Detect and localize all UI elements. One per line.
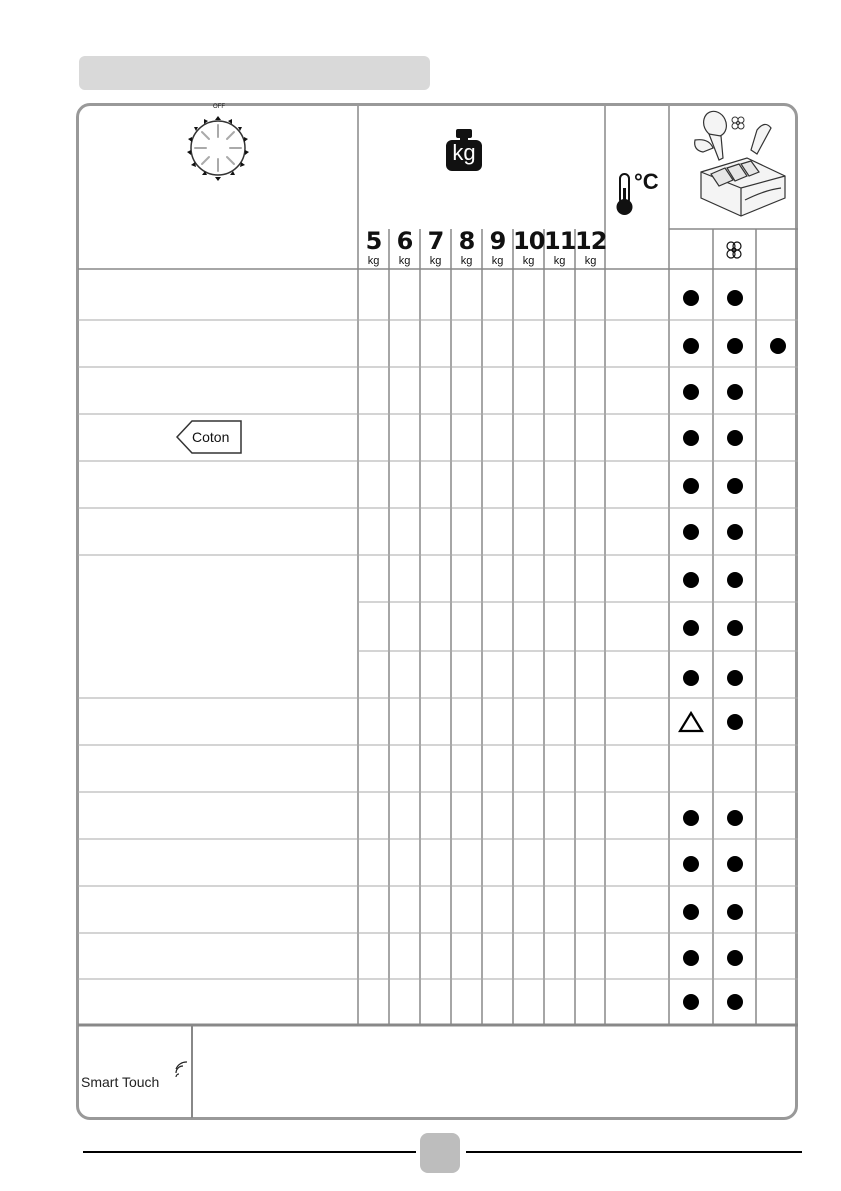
footer-rule-right — [466, 1151, 802, 1153]
dispenser-dot-mark — [683, 904, 699, 920]
capacity-unit: kg — [398, 255, 411, 267]
detergent-drawer-icon — [685, 110, 789, 222]
smart-touch-text: Smart Touch — [81, 1074, 160, 1090]
dispenser-dot-mark — [683, 478, 699, 494]
dispenser-dot-mark — [727, 904, 743, 920]
triangle-mark-icon — [678, 711, 704, 733]
footer-rule-left — [83, 1151, 416, 1153]
dispenser-dot-mark — [683, 856, 699, 872]
dial-off-label: OFF — [213, 104, 225, 110]
capacity-unit: kg — [429, 255, 442, 267]
capacity-5: 5 — [365, 227, 382, 255]
page-number-badge — [420, 1133, 460, 1173]
coton-tag-label: Coton — [192, 429, 230, 445]
dispenser-dot-mark — [770, 338, 786, 354]
capacity-8: 8 — [458, 227, 475, 255]
capacity-7: 7 — [427, 227, 444, 255]
capacity-unit: kg — [584, 255, 597, 267]
dispenser-dot-mark — [727, 994, 743, 1010]
capacity-unit: kg — [491, 255, 504, 267]
capacity-11: 11 — [544, 227, 576, 255]
temperature-unit-label: °C — [634, 169, 659, 194]
dispenser-dot-mark — [727, 620, 743, 636]
dispenser-dot-mark — [727, 670, 743, 686]
dispenser-dot-mark — [683, 670, 699, 686]
capacity-12: 12 — [575, 227, 607, 255]
dispenser-dot-mark — [727, 572, 743, 588]
dispenser-dot-mark — [727, 384, 743, 400]
capacity-unit: kg — [553, 255, 566, 267]
dispenser-dot-mark — [727, 856, 743, 872]
capacity-6: 6 — [396, 227, 413, 255]
dispenser-dot-mark — [683, 950, 699, 966]
capacity-unit: kg — [522, 255, 535, 267]
capacity-10: 10 — [513, 227, 545, 255]
capacity-unit: kg — [367, 255, 380, 267]
softener-flower-icon — [724, 240, 744, 260]
smart-touch-label — [81, 1074, 159, 1090]
dispenser-dot-mark — [683, 338, 699, 354]
dispenser-dot-mark — [683, 384, 699, 400]
dispenser-dot-mark — [683, 810, 699, 826]
dispenser-dot-mark — [683, 524, 699, 540]
dispenser-dot-mark — [727, 950, 743, 966]
dispenser-dot-mark — [727, 524, 743, 540]
nfc-signal-icon — [173, 1060, 193, 1080]
dispenser-dot-mark — [727, 430, 743, 446]
dispenser-dot-mark — [727, 290, 743, 306]
program-dial-icon — [180, 102, 260, 184]
dispenser-dot-mark — [683, 994, 699, 1010]
dispenser-dot-mark — [683, 572, 699, 588]
dispenser-dot-mark — [727, 478, 743, 494]
dispenser-dot-mark — [683, 430, 699, 446]
dispenser-dot-mark — [727, 714, 743, 730]
capacity-9: 9 — [489, 227, 506, 255]
dispenser-dot-mark — [683, 290, 699, 306]
dispenser-dot-mark — [727, 338, 743, 354]
dispenser-dot-mark — [727, 810, 743, 826]
capacity-unit: kg — [460, 255, 473, 267]
dispenser-dot-mark — [683, 620, 699, 636]
weight-icon-label: kg — [452, 140, 476, 165]
